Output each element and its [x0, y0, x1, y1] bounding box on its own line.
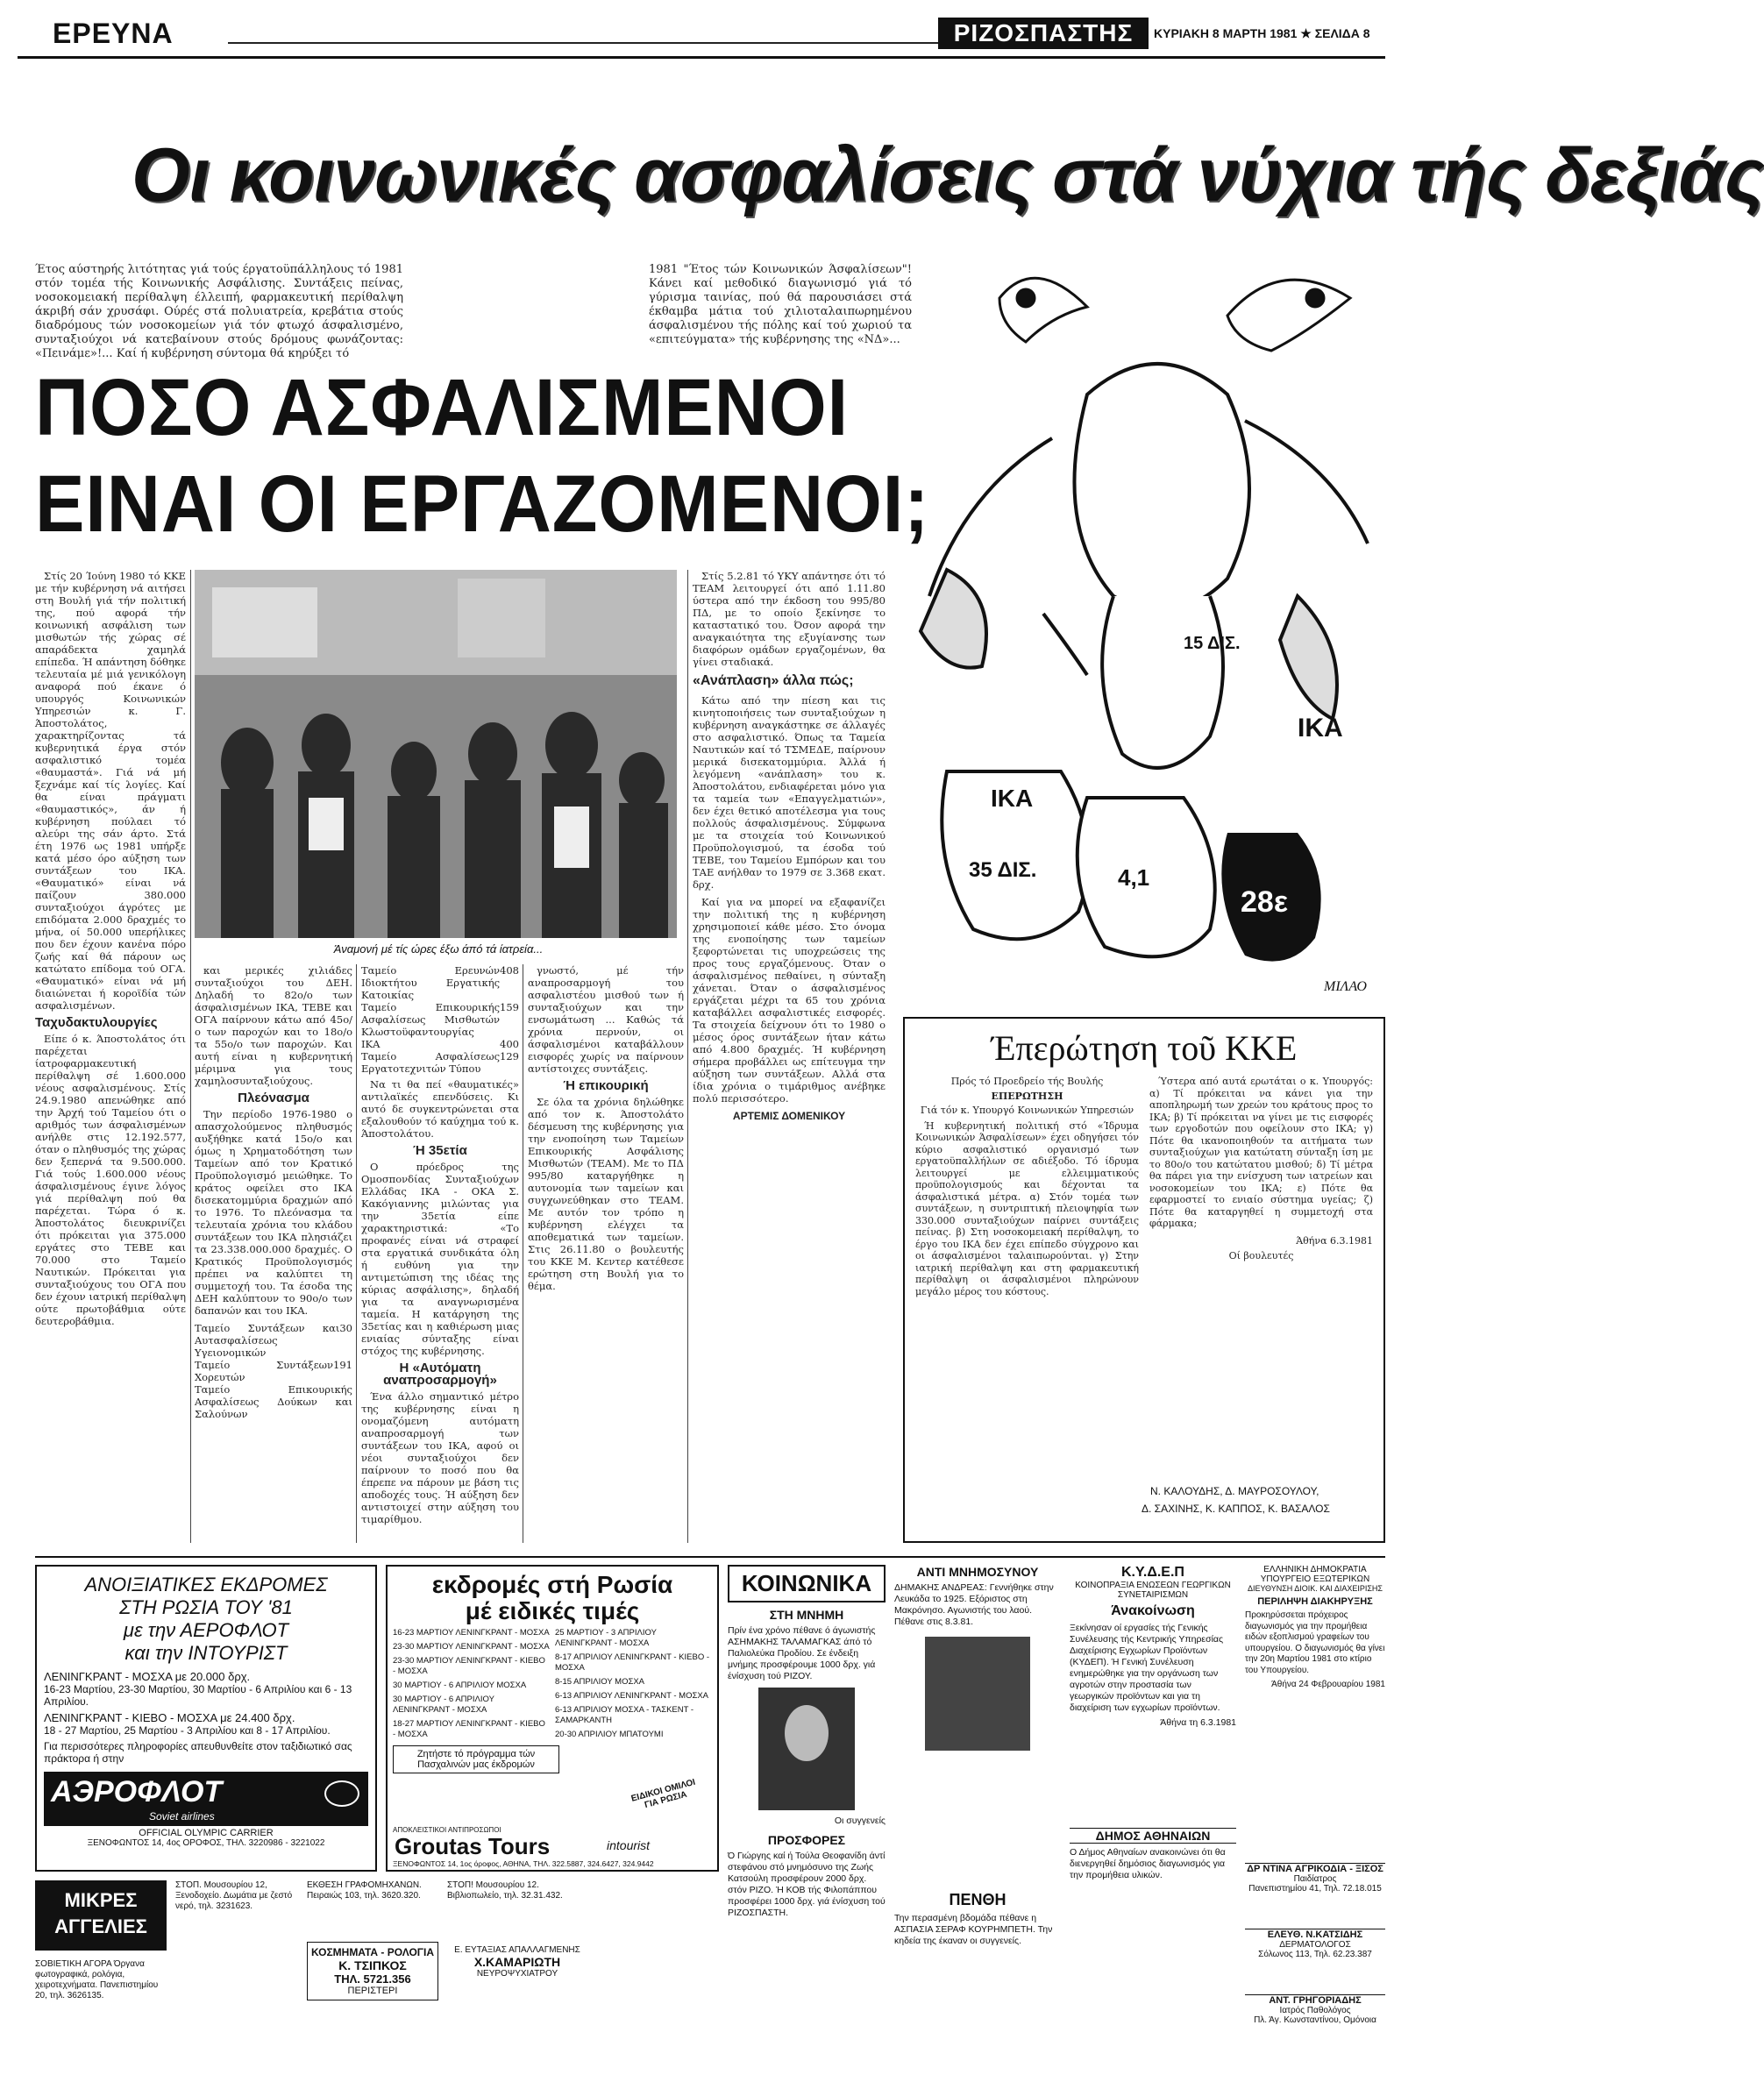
intro-col-3	[649, 263, 912, 347]
doctor-3-title: ΑΝΤ. ΓΡΗΓΟΡΙΑΔΗΣ	[1269, 1995, 1362, 2006]
aeroflot-info: Για περισσότερες πληροφορίες απευθυνθείτε στον ταξιδιωτικό σας πράκτορα ή στην	[44, 1740, 352, 1765]
groutas-agent: intourist	[607, 1838, 651, 1852]
cartoon-label-28: 28ε	[1241, 885, 1288, 919]
list-item: 20-30 ΑΠΡΙΛΙΟΥ ΜΠΑΤΟΥΜΙ	[555, 1730, 664, 1739]
groutas-list-left	[393, 1628, 550, 1744]
social-column	[728, 1565, 886, 2056]
kydep-title: Κ.Υ.Δ.Ε.Π	[1121, 1565, 1184, 1580]
col5b-text: Κάτω από την πίεση και τις κινητοποιήσεις των συνταξιούχων η κυβέρνηση αναγκάστηκε σε άλλαγές στο ασφαλιστικό. Όπως τα Ταμεία Ναυτικών καί τό ΤΣΜΕΔΕ, παίρνουν μερικά δισεκατομμύρια. Άλλά ή λεγόμενη «ανάπλαση» του κ. Άποστολάτου, ενδιαφέρεται μόνο για τα ταμεία των «Επαγγελματιών», δεν έχει θετικό αποτέλεσμα για τους πολλούς άσφαλισμένους. Σύμφωνα με τα στοιχεία τού Κοινωνικού Προϋπολογισμού, τα έσοδα τού ΤΕΒΕ, του Ταμείου Εμπόρων και του ΤΑΕ ανήλθαν το 1979 σε 3.368 εκατ. δρχ.	[693, 694, 886, 891]
aeroflot-ad	[35, 1565, 377, 1872]
kydep-text: Ξεκίνησαν οί εργασίες τής Γενικής Συνέλευσης τής Κεντρικής Υπηρεσίας Διαχείρισης Εγχωρίων Προϊόντων (ΚΥΔΕΠ). Ή Γενική Συνέλευση ενημερώθηκε για την οργάνωση των αγροτών στην προστασία των γεωργικών προϊόντων και για τη διαχείριση των εγχωρίων προϊόντων.	[1070, 1623, 1224, 1713]
doctor-2-addr: Σόλωνος 113, Τηλ. 62.23.387	[1258, 1950, 1372, 1959]
table-row: Ταμείο Επικουρικής Ασφαλίσεως Μισθωτών Κλωστοϋφαντουργίας 159	[361, 1001, 519, 1038]
ministry-l1: ΕΛΛΗΝΙΚΗ ΔΗΜΟΚΡΑΤΙΑ	[1263, 1565, 1367, 1574]
question-col-right	[1149, 1076, 1373, 1496]
groutas-title-1: εκδρομές στή Ρωσία	[431, 1571, 673, 1598]
photo-people-icon	[195, 570, 677, 938]
doctor-kamarioti-sub: ΝΕΥΡΟΨΥΧΙΑΤΡΟΥ	[476, 1969, 558, 1979]
funds-table	[195, 1322, 352, 1420]
list-item: 6-13 ΑΠΡΙΛΙΟΥ ΛΕΝΙΝΓΚΡΑΝΤ - ΜΟΣΧΑ	[555, 1691, 709, 1701]
article-col-2	[195, 964, 352, 1543]
ministry-label: ΠΕΡΙΛΗΨΗ ΔΙΑΚΗΡΥΞΗΣ	[1257, 1596, 1373, 1607]
groutas-title-2: μέ ειδικές τιμές	[465, 1597, 640, 1624]
social-title: ΚΟΙΝΩΝΙΚΑ	[728, 1565, 886, 1602]
cartoon-label-15: 15 ΔΙΣ.	[1184, 634, 1241, 653]
aeroflot-trip-2: ΛΕΝΙΝΓΚΡΑΝΤ - ΚΙΕΒΟ - ΜΟΣΧΑ με 24.400 δρχ.	[44, 1711, 295, 1724]
article-col-1	[35, 570, 186, 1543]
question-to: Γιά τόν κ. Υπουργό Κοινωνικών Υπηρεσιών	[920, 1105, 1135, 1116]
olympic-rings-icon	[324, 1780, 359, 1807]
kosmimata-area: ΠΕΡΙΣΤΕΡΙ	[347, 1986, 398, 1996]
dateline: ΚΥΡΙΑΚΗ 8 ΜΑΡΤΗ 1981 ★ ΣΕΛΙΔΑ 8	[1154, 26, 1370, 40]
kydep-date: Άθήνα τη 6.3.1981	[1160, 1717, 1236, 1728]
question-signers-label: Οί βουλευτές	[1228, 1250, 1294, 1261]
table-row: Ταμείο Ερευνών Ιδιοκτήτου Εργατικής Κατοικίας 408	[361, 964, 519, 1001]
doctor-1-sub: Παιδίατρος	[1293, 1874, 1337, 1884]
offers-text: Ό Γιώργης καί ή Τούλα Θεοφανίδη άντί στεφάνου στό μνημόσυνο της Ζωής Κατσούλη προσφέρουν 2000 δρχ. στόν ΡΙΖΟ. Ή ΚΟΒ τής Φιλοπάππου προσφέρει 1000 δρχ. γιά ένίσχυση τού ΡΙΖΟΣΠΑΣΤΗ.	[728, 1851, 886, 1918]
doctor-3-addr: Πλ. Άγ. Κωνσταντίνου, Ομόνοια	[1254, 2015, 1376, 2025]
anti-mnimosynou	[894, 1565, 1061, 2056]
memory-text: Πρίν ένα χρόνο πέθανε ό άγωνιστής ΑΣΗΜΑΚΗΣ ΤΑΛΑΜΑΓΚΑΣ άπό τό Παλιολεύκα Προδίου. Σε ένδειξη μνήμης προσφέρουμε 1000 δρχ. γιά ένίσχυση τού ΡΙΖΟΥ.	[728, 1625, 876, 1681]
col-divider-1	[190, 570, 191, 1543]
header-bottom-rule	[18, 56, 1385, 59]
cartoon-label-35: 35 ΔΙΣ.	[969, 858, 1037, 882]
col4b-text: Σε όλα τα χρόνια δηλώθηκε από τον κ. Άποστολάτο δέσμευση της κυβέρνησης για την ενοποίηση των Ταμείων Επικουρικής Ασφάλισης Μισθωτών (ΤΕΑΜ). Με το ΠΔ 995/80 καταργήθηκε η αυτονομία των ταμείων και συγχωνεύθηκαν στο ΤΕΑΜ. Με αυτόν τον τρόπο η κυβέρνηση ελέγχει τα αποθεματικά των ταμείων. Στις 26.11.80 ο βουλευτής του ΚΚΕ Μ. Κεντερ κατέθεσε ερώτηση στη Βουλή για το θέμα.	[528, 1096, 684, 1292]
aeroflot-line-2: ΣΤΗ ΡΩΣΙΑ ΤΟΥ '81	[119, 1596, 293, 1618]
vulture-right-icon	[1227, 280, 1350, 351]
ministry-l2: ΥΠΟΥΡΓΕΙΟ ΕΞΩΤΕΡΙΚΩΝ	[1260, 1574, 1370, 1584]
groutas-address: ΞΕΝΟΦΩΝΤΟΣ 14, 1ος όροφος, ΑΘΗΝΑ, ΤΗΛ. 322.5887, 324.6427, 324.9442	[393, 1859, 654, 1868]
aeroflot-line-1: ΑΝΟΙΞΙΑΤΙΚΕΣ ΕΚΔΡΟΜΕΣ	[84, 1574, 328, 1595]
doctor-3-sub: Ιατρός Παθολόγος	[1279, 2006, 1351, 2015]
doctor-1-title: ΔΡ ΝΤΙΝΑ ΑΓΡΙΚΟΔΙΑ - ΞΙΣΟΣ	[1247, 1864, 1383, 1874]
question-date: Άθήνα 6.3.1981	[1296, 1234, 1373, 1247]
anti-text: ΔΗΜΑΚΗΣ ΑΝΔΡΕΑΣ: Γεννήθηκε στην Λευκάδα το 1925. Εξόριστος στη Μακρόνησο. Αγωνιστής του λαού. Πέθανε στις 8.3.81.	[894, 1582, 1054, 1627]
list-item: 8-17 ΑΠΡΙΛΙΟΥ ΛΕΝΙΝΓΚΡΑΝΤ - ΚΙΕΒΟ - ΜΟΣΧΑ	[555, 1652, 710, 1673]
list-item: 30 ΜΑΡΤΙΟΥ - 6 ΑΠΡΙΛΙΟΥ ΛΕΝΙΝΓΚΡΑΝΤ - ΜΟΣΧΑ	[393, 1695, 494, 1715]
list-item: 16-23 ΜΑΡΤΙΟΥ ΛΕΝΙΝΓΚΡΑΝΤ - ΜΟΣΧΑ	[393, 1628, 550, 1638]
aeroflot-dates-2: 18 - 27 Μαρτίου, 25 Μαρτίου - 3 Απριλίου και 8 - 17 Απριλίου.	[44, 1724, 331, 1737]
doctor-ad-1	[1245, 1863, 1385, 1924]
col2-text: και μερικές χιλιάδες συνταξιούχοι του ΔΕΗ. Δηλαδή το 82ο/ο των άσφαλισμένων ΙΚΑ, ΤΕΒΕ και ΟΓΑ παίρνουν κάτω από 45ο/ο των παροχών και το 18ο/ο τα 55ο/ο των παροχών. Και αυτή είναι η κυβερνητική μέριμνα για τους χαμηλοσυνταξιούχους.	[195, 964, 352, 1087]
doctor-ad-2	[1245, 1929, 1385, 1990]
small-ad-3: ΕΚΘΕΣΗ ΓΡΑΦΟΜΗΧΑΝΩΝ. Πειραιώς 103, τηλ. 3620.320.	[307, 1880, 422, 1901]
list-item: 30 ΜΑΡΤΙΟΥ - 6 ΑΠΡΙΛΙΟΥ ΜΟΣΧΑ	[393, 1681, 527, 1690]
subhead-pleonasma: Πλεόνασμα	[238, 1091, 309, 1105]
memory-title: ΣΤΗ ΜΝΗΜΗ	[769, 1608, 844, 1622]
table-row: Ταμείο Επικουρικής Ασφαλίσεως Δούκων και Σαλούνων	[195, 1383, 352, 1420]
big-title-1: ΠΟΣΟ ΑΣΦΑΛΙΣΜΕΝΟΙ	[35, 363, 850, 452]
small-ads	[35, 1880, 719, 2056]
penthos-title: ΠΕΝΘΗ	[949, 1891, 1006, 1908]
question-label: ΕΠΕΡΩΤΗΣΗ	[991, 1090, 1063, 1102]
groutas-ad	[386, 1565, 719, 1872]
aeroflot-brand: ΑЭΡΟΦΛΟΤ	[51, 1775, 223, 1809]
doctor-kamarioti-name: Χ.ΚΑΜΑΡΙΩΤΗ	[473, 1955, 561, 1969]
small-ads-title-box	[35, 1880, 167, 1951]
subhead-tachydaktylourgies: Ταχυδακτυλουργίες	[35, 1015, 158, 1030]
table-row: ΙΚΑ 400	[361, 1038, 519, 1050]
col1b-text: Είπε ό κ. Άποστολάτος ότι παρέχεται ίατροφαρμακευτική περίθαλψη σέ 1.600.000 νέους ασφαλισμένους. Στίς 24.9.1980 απενώθηκε από την Άρχή τού Ταμείου ότι ο αριθμός των άσφαλισμένων ανήλθε στις 12.192.577, όταν ο πληθυσμός της χώρας δεν ξεπερνά τα 9.500.000. Γιά τούς 1.600.000 νέους άσφαλισμένους έγινε λόγος γιά περίθαλψη πού θα παρέχεται. Τώρα ό κ. Άποστολάτος διευκρινίζει ότι πρόκειται για 375.000 εργάτες στο ΤΕΒΕ και 70.000 στο Ταμείο Ναυτικών. Πρόκειται για συνταξιούχους του ΟΓΑ που δεν έχουν ιατρική περίθαλψη ούτε πρωτοβάθμια ούτε δευτεροβάθμια.	[35, 1033, 186, 1327]
ministry-text: Προκηρύσσεται πρόχειρος διαγωνισμός για την προμήθεια ειδών εξοπλισμού γραφείων του υπουργείου. Ο διαγωνισμός θα γίνει την 20η Μαρτίου 1981 στο κτίριο του Υπουργείου.	[1245, 1610, 1385, 1675]
kosmimata-title: ΚΟΣΜΗΜΑΤΑ - ΡΟΛΟΓΙΑ	[311, 1946, 434, 1958]
col-divider-2	[356, 964, 357, 1543]
list-item: 25 ΜΑΡΤΙΟΥ - 3 ΑΠΡΙΛΙΟΥ ΛΕΝΙΝΓΚΡΑΝΤ - ΜΟΣΧΑ	[555, 1628, 657, 1648]
groutas-brand: Groutas Tours	[395, 1833, 551, 1859]
list-item: 23-30 ΜΑΡΤΙΟΥ ΛΕΝΙΝΓΚΡΑΝΤ - ΜΟΣΧΑ	[393, 1642, 550, 1652]
list-item: 18-27 ΜΑΡΤΙΟΥ ΛΕΝΙΝΓΚΡΑΝΤ - ΚΙΕΒΟ - ΜΟΣΧΑ	[393, 1719, 545, 1739]
kosmimata-ad	[307, 1942, 438, 2000]
doctor-ad-3	[1245, 1994, 1385, 2056]
question-col-left	[915, 1076, 1139, 1496]
subhead-35etia: Ή 35ετία	[413, 1143, 467, 1158]
col5-text: Στίς 5.2.81 τό ΥΚΥ απάντησε ότι τό ΤΕΑΜ λειτουργεί ότι από 1.11.80 ύστερα από την έκδοση του 995/80 ΠΔ, με το οποίο ξεκίνησε το καταστατικό του. Όσον αφορά την αναγκαιότητα της εξυγίανσης των διαφόρων ομάδων εργαζομένων, θα γίνει σταδιακά.	[693, 570, 886, 668]
dhmos-notice	[1070, 1828, 1236, 2056]
col3c-text: Ένα άλλο σημαντικό μέτρο της κυβέρνησης είναι η ονομαζόμενη αυτόματη αναπροσαρμογή των συντάξεων του ΙΚΑ, αφού οι νέοι συνταξιούχοι δεν παίρνουν το ποσό που θα έπρεπε να πάρουν με βάση τις αποδοχές τους. Ή αύξηση δεν αντιστοιχεί στην αύξηση του τιμαρίθμου.	[361, 1390, 519, 1525]
section-label: ΕΡΕΥΝΑ	[53, 18, 174, 49]
anti-title: ΑΝΤΙ ΜΝΗΜΟΣΥΝΟΥ	[916, 1565, 1039, 1579]
groutas-lists	[393, 1628, 712, 1744]
aeroflot-trip-1: ΛΕΝΙΝΓΚΡΑΝΤ - ΜΟΣΧΑ με 20.000 δρχ.	[44, 1670, 251, 1683]
table-row: Ταμείο Συντάξεων και Αυτασφαλίσεως Υγειονομικών 30	[195, 1322, 352, 1359]
offers-title: ΠΡΟΣΦΟΡΕΣ	[767, 1833, 846, 1847]
aeroflot-line-4: και την ΙΝΤΟΥΡΙΣΤ	[124, 1642, 288, 1664]
col1-text: Στίς 20 Ίούνη 1980 τό ΚΚΕ με τήν κυβέρνηση νά αιτήσει στη Βουλή γιά τήν πολιτική της, πού αφορά τήν κοινωνική ασφάλιση των μισθωτών τής χώρας σέ απαράδεκτα χαμηλά επίπεδα. Ή απάντηση δόθηκε τελευταία μέ μιά γενικόλογη αναφορά πού έκανε ό υπουργός Κοινωνικών Υπηρεσιών κ. Γ. Άποστολάτος, χαρακτηρίζοντας τά κυβερνητικά έργα στόν ασφαλιστικό τομέα «θαυμαστά». Γιά νά μή ξεχνάμε καί τίς λογίες. Καί θα είναι πράγματι «θαυμαστικός», άν ή κυβέρνηση πούλαει τό αλεύρι της σάν άρτο. Στά έτη 1976 ως 1981 υπήρξε κατά μέσο όρο αύξηση των συντάξεων του ΙΚΑ. «Θαυματικό» είναι νά παίζουν 380.000 συνταξιούχοι άγρότες με επιδόματα 2.000 δραχμές το μήνα, οί 50.000 υπερήλικες που δεν έχουν κανένα πόρο ζωής καί θά πάρουν ως κατώτατο επίδομα τού ΟΓΑ. «Θαυματικό» είναι νά μή διαιώνεται ή κοροϊδία τών ασφαλισμένων.	[35, 570, 186, 1012]
cartoon-label-ika-1: ΙΚΑ	[991, 785, 1034, 812]
intro-col-1	[35, 263, 403, 360]
kydep-label: Άνακοίνωση	[1111, 1603, 1195, 1618]
col-divider-4	[687, 570, 688, 1543]
groutas-cta: Ζητήστε τό πρόγραμμα τών Πασχαλινών μας έκδρομών	[393, 1745, 559, 1773]
main-headline: Οι κοινωνικές ασφαλίσεις στά νύχια τής δεξιάς	[132, 133, 1764, 217]
ministry-date: Άθήνα 24 Φεβρουαρίου 1981	[1271, 1680, 1385, 1689]
question-title: Έπερώτηση τοῦ ΚΚΕ	[991, 1028, 1298, 1068]
aeroflot-brand-sub: Soviet airlines	[149, 1810, 215, 1823]
question-signers-2: Δ. ΣΑΧΙΝΗΣ, Κ. ΚΑΠΠΟΣ, Κ. ΒΑΣΑΛΟΣ	[1142, 1503, 1330, 1515]
small-ad-1: ΣΟΒΙΕΤΙΚΗ ΑΓΟΡΑ Όργανα φωτογραφικά, ρολόγια, χειροτεχνήματα. Πανεπιστημίου 20, τηλ. 3626135.	[35, 1959, 159, 2000]
aeroflot-dates-1: 16-23 Μαρτίου, 23-30 Μαρτίου, 30 Μαρτίου - 6 Απριλίου και 6 - 13 Απριλίου.	[44, 1683, 352, 1708]
question-body-right: Ύστερα από αυτά ερωτάται ο κ. Υπουργός: α) Τί πρόκειται να κάνει για την αποπληρωμή των χρεών του κράτους προς το ΙΚΑ; β) Τί πρόκειται να γίνει με τις εισφορές των εργοδοτών που οφείλουν στο ΙΚΑ; γ) Πότε θα ικανοποιηθούν τα αιτήματα των συνταξιούχων για κατώτατη σύνταξη ίση με το 80ο/ο του κατώτατου μισθού; δ) Τί μέτρα θα πάρει για την ενίσχυση των ιατρείων και νοσοκομείων του ΙΚΑ; ε) Πότε θα εφαρμοστεί το ενιαίο σύστημα υγείας; ζ) Πότε θα καταργηθεί η συμμετοχή στα φάρμακα;	[1149, 1076, 1373, 1229]
memory-portrait	[758, 1688, 855, 1810]
col4-text: γνωστό, μέ τήν αναπροσαρμογή του ασφαλιστέου μισθού των ή συνταξιούχων και την ενσωμάτωση ... Καθώς τά χρόνια περνούν, οι άσφαλισμένοι καταβάλλουν εισφορές χωρίς να παίρνουν αντίστοιχες συντάξεις.	[528, 964, 684, 1075]
article-byline: ΑΡΤΕΜΙΣ ΔΟΜΕΝΙΚΟΥ	[732, 1110, 846, 1122]
question-columns	[915, 1076, 1373, 1496]
dhmos-text: Ο Δήμος Αθηναίων ανακοινώνει ότι θα διενεργηθεί δημόσιος διαγωνισμός για την προμήθεια υλικών.	[1070, 1847, 1226, 1880]
bird-body-icon	[921, 364, 1368, 768]
list-item: 6-13 ΑΠΡΙΛΙΟΥ ΜΟΣΧΑ - ΤΑΣΚΕΝΤ - ΣΑΜΑΡΚΑΝΤΗ	[555, 1705, 694, 1725]
col3-text: Να τι θα πεί «θαυματικές» αντιλαϊκές επενδύσεις. Κι αυτό δε συγκεντρώνεται στα εξαλουθούν τό καύχημα τού κ. Άποστολάτου.	[361, 1078, 519, 1140]
question-addressee: Πρός τό Προεδρείο τής Βουλής	[950, 1076, 1104, 1087]
page-header	[18, 7, 1385, 58]
subhead-anaplasi: «Ανάπλαση» άλλα πώς;	[693, 673, 854, 688]
table-row: Ταμείο Ασφαλίσεως Εργατοτεχνιτών Τύπου 129	[361, 1050, 519, 1075]
groutas-stamp: ΕΙΔΙΚΟΙ ΟΜΙΛΟΙ ΓΙΑ ΡΩΣΙΑ	[629, 1777, 697, 1811]
vulture-left-icon	[999, 278, 1087, 342]
bottom-section-rule	[35, 1556, 1385, 1558]
masthead: ΡΙΖΟΣΠΑΣΤΗΣ	[938, 18, 1149, 49]
small-ad-2: ΣΤΟΠ. Μουσουρίου 12, Ξενοδοχείο. Δωμάτια με ζεστό νερό, τηλ. 3231623.	[175, 1880, 293, 1911]
doctor-2-title: ΕΛΕΥΘ. Ν.ΚΑΤΣΙΔΗΣ	[1267, 1929, 1363, 1940]
cartoon-illustration	[894, 263, 1385, 1008]
article-col-5	[693, 570, 886, 1543]
col6-text: Καί για να μπορεί να εξαφανίζει την πολιτική της η κυβέρνηση χρησιμοποιεί κάθε μέσο. Στο όνομα της ενοποίησης των ταμείων ξεφορτώνεται τις υποχρεώσεις της προς τους εργαζόμενους. Όταν ο άσφαλισμένος πεθαίνει, η σύνταξη χάνεται. Όταν ο άσφαλισμένος εργάζεται μέχρι τα 65 του χρόνια καταβάλλει ασφαλιστικές εισφορές. Τα στοιχεία δείχνουν ότι το 1980 ο μέσος όρος συντάξεων ήταν κάτω από 4.800 δραχμές. Ή κυβέρνηση σήμερα προβάλλει ως επίτευγμα την αύξηση των συντάξεων. Αλλά στα ίδια χρόνια ο τιμάριθμος ανέβηκε πολύ περισσότερο.	[693, 896, 886, 1105]
dhmos-title: ΔΗΜΟΣ ΑΘΗΝΑΙΩΝ	[1070, 1828, 1236, 1844]
table-row: Ταμείο Συντάξεων Χορευτών 191	[195, 1359, 352, 1383]
kke-question-box	[903, 1017, 1385, 1543]
small-ads-title: ΜΙΚΡΕΣ ΑΓΓΕΛΙΕΣ	[54, 1889, 147, 1937]
cartoon	[894, 263, 1385, 1008]
ministry-l3: ΔΙΕΥΘΥΝΣΗ ΔΙΟΙΚ. ΚΑΙ ΔΙΑΧΕΙΡΙΣΗΣ	[1248, 1584, 1383, 1593]
groutas-list-right	[555, 1628, 712, 1744]
header-rule	[228, 42, 938, 44]
kydep-notice	[1070, 1565, 1236, 1819]
intro-text-1: Έτος αύστηρής λιτότητας γιά τούς έργατοϋπάλληλους τό 1981 στόν τομέα τής Κοινωνικής Ασφάλισης. Συντάξεις πείνας, νοσοκομειακή περίθαλψη έλλειπή, φαρμακευτική περίθαλψη άκριβή σάν χρυσάφι. Ούρές στά πολυιατρεία, κρεβάτια στούς διαδρόμους τών νοσοκομείων γιά τόν φτωχό άσφαλισμένο, συνταξιούχοι νά κατεβαίνουν στούς δρόμους φωνάζοντας: «Πεινάμε»!... Καί ή κυβέρνηση σύντομα θά κηρύξει τό	[35, 263, 403, 360]
cartoon-label-41: 4,1	[1118, 864, 1150, 891]
doctor-kamarioti-title: Ε. ΕΥΤΑΞΙΑΣ ΑΠΑΛΛΑΓΜΕΝΗΣ	[454, 1945, 580, 1955]
list-item: 23-30 ΜΑΡΤΙΟΥ ΛΕΝΙΝΓΚΡΑΝΤ - ΚΙΕΒΟ - ΜΟΣΧΑ	[393, 1656, 545, 1676]
aeroflot-line-3: με την ΑΕΡΟΦΛΟΤ	[123, 1619, 289, 1641]
anti-portrait	[925, 1637, 1030, 1751]
article-col-3	[361, 964, 519, 1543]
aeroflot-address: ΞΕΝΟΦΩΝΤΟΣ 14, 4ος ΟΡΟΦΟΣ, ΤΗΛ. 3220986 - 3221022	[87, 1838, 325, 1848]
subhead-epikouriki: Ή επικουρική	[563, 1078, 649, 1093]
kosmimata-name: Κ. ΤΣΙΠΚΟΣ	[338, 1958, 407, 1972]
big-title-2: ΕΙΝΑΙ ΟΙ ΕΡΓΑΖΟΜΕΝΟΙ;	[35, 459, 930, 549]
question-signers-1: Ν. ΚΑΛΟΥΔΗΣ, Δ. ΜΑΥΡΟΣΟΥΛΟΥ,	[1150, 1485, 1319, 1497]
article-col-4	[528, 964, 684, 1543]
aeroflot-logo	[44, 1772, 368, 1826]
intro-text-2: 1981 "Έτος τών Κοινωνικών Άσφαλίσεων"! Κάνει καί μεθοδικό διαγωνισμό γιά τό γύρισμα ταινίας, πού θά παρουσιάσει στά έκθαμβα μάτια τού χιλιοταλαιπωρημένου άσφαλισμένου τής πόλης καί τού χωριού τα «επιτεύγματα» τής κυβέρνησης της «ΝΔ»...	[649, 263, 912, 346]
photo-caption: Άναμονή μέ τίς ώρες έξω άπό τά ίατρεία...	[333, 942, 544, 956]
subhead-automati: Η «Αυτόματη αναπροσαρμογή»	[383, 1361, 497, 1388]
col3b-text: Ο πρόεδρος της Ομοσπονδίας Συνταξιούχων Ελλάδας ΙΚΑ - ΟΚΑ Σ. Κακόγιαννης μιλώντας για την 35ετία είπε χαρακτηριστικά: «Το προφανές είναι νά στραφεί στα εργατικά συνδικάτα όλη ή ευθύνη για την αντιμετώπιση της ιδέας της κύριας ασφάλισης», δηλαδή για τα αναγνωρισμένα ταμεία. Η κατάργηση της 35ετίας και η καθιέρωση μιας ενιαίας σύνταξης είναι στόχος της κυβέρνησης.	[361, 1161, 519, 1357]
cartoon-signature: ΜΙΛΑΟ	[1324, 979, 1367, 994]
ministry-notice	[1245, 1565, 1385, 1854]
list-item: 8-15 ΑΠΡΙΛΙΟΥ ΜΟΣΧΑ	[555, 1677, 645, 1687]
queue-photo	[195, 570, 677, 938]
small-ad-4: ΣΤΟΠ! Μουσουρίου 12. Βιβλιοπωλείο, τηλ. 32.31.432.	[447, 1880, 563, 1901]
doctor-kamarioti-ad	[447, 1942, 587, 1982]
kydep-sub: ΚΟΙΝΟΠΡΑΞΙΑ ΕΝΩΣΕΩΝ ΓΕΩΡΓΙΚΩΝ ΣΥΝΕΤΑΙΡΙΣΜΩΝ	[1075, 1581, 1231, 1600]
portrait-face-icon	[785, 1705, 829, 1761]
question-body-left: Ή κυβερνητική πολιτική στό «Ίδρυμα Κοινωνικών Άσφαλίσεων» έχει οδηγήσει τόν κύριο ασφαλιστικό οργανισμό των εργατοϋπαλλήλων σε αδιέξοδο. Τό ίδρυμα λειτουργεί με ελλειμματικούς προϋπολογισμούς και δέχονται τα άσφαλιστικά μέτρα. α) Στόν τομέα των συντάξεων, η συντριπτική πλειοψηφία των 330.000 συνταξιούχων παίρνει συντάξεις πείνας. β) Στη νοσοκομειακή περίθαλψη, το έργο του ΙΚΑ δεν έχει επίπεδο σύγχρονο και οι άσφαλισμένοι ταλαιπωρούνται. γ) Στην ιατρική περίθαλψη και στη φαρμακευτική περίθαλψη οι άσφαλισμένοι πληρώνουν μεγάλο μέρος του κόστους.	[915, 1119, 1139, 1297]
penthos-text: Την περασμένη βδομάδα πέθανε η ΑΣΠΑΣΙΑ ΣΕΡΑΦ ΚΟΥΡΗΜΠΕΤΗ. Την κηδεία της έκαναν οι συγγενείς.	[894, 1913, 1053, 1946]
cartoon-label-ika-2: ΙΚΑ	[1298, 714, 1343, 743]
aeroflot-carrier: OFFICIAL OLYMPIC CARRIER	[139, 1828, 274, 1838]
groutas-strip: ΑΠΟΚΛΕΙΣΤΙΚΟΙ ΑΝΤΙΠΡΟΣΩΠΟΙ	[393, 1826, 501, 1834]
doctor-2-sub: ΔΕΡΜΑΤΟΛΟΓΟΣ	[1279, 1940, 1351, 1950]
doctor-1-addr: Πανεπιστημίου 41, Τηλ. 72.18.015	[1248, 1884, 1382, 1894]
kosmimata-tel: ΤΗΛ. 5721.356	[334, 1972, 411, 1986]
memory-sign: Οι συγγενείς	[834, 1816, 886, 1826]
col2b-text: Την περίοδο 1976-1980 ο απασχολούμενος πληθυσμός αυξήθηκε κατά 15ο/ο και όμως η Χρηματοδότηση των Ταμείων από τον Κρατικό Προϋπολογισμό μειώθηκε. Το κράτος οφείλει στο ΙΚΑ δισεκατομμύρια δραχμών από το 1976. Το πλεόνασμα τα τελευταία χρόνια του κλάδου συντάξεων του ΙΚΑ πλησιάζει τα 23.338.000.000 δραχμές. Ο Κρατικός Προϋπολογισμός πρέπει να καλύπτει τη συμμετοχή του. Τα έσοδα της ΔΕΗ καλύπτουν το 90ο/ο των δαπανών και του ΙΚΑ.	[195, 1108, 352, 1317]
funds-table-top	[361, 964, 519, 1075]
